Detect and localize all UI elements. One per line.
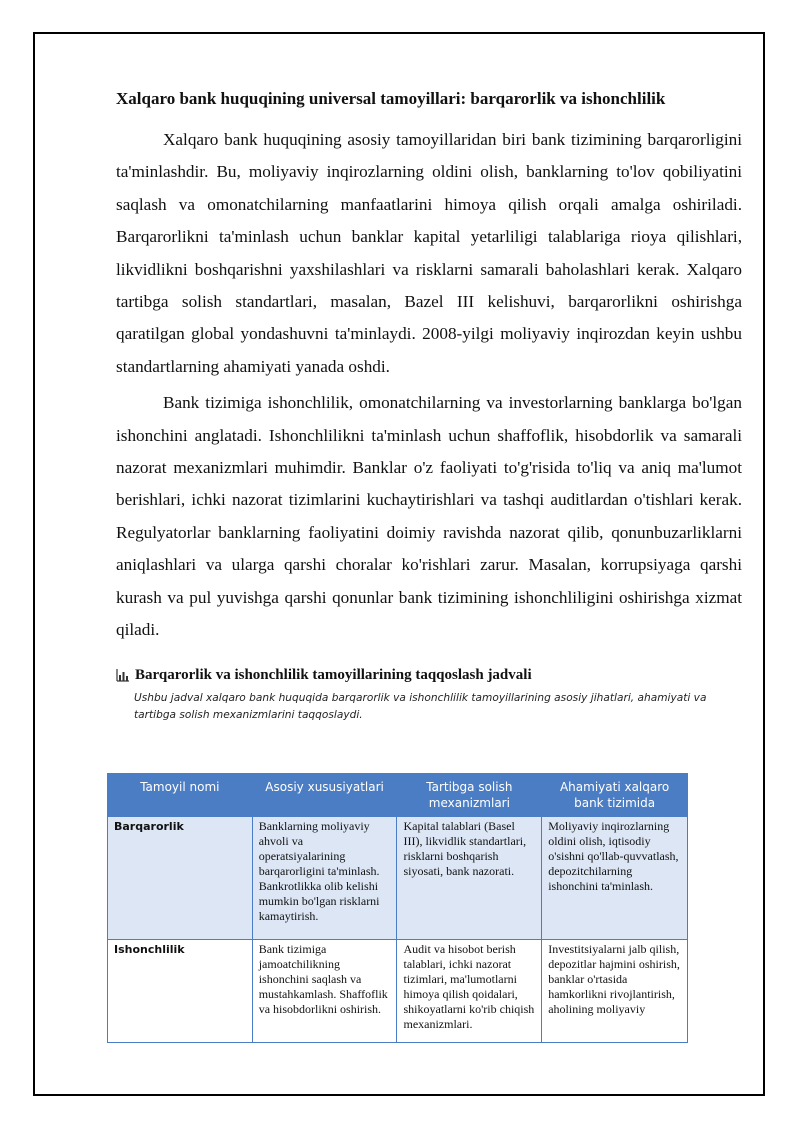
row-mechanisms: Audit va hisobot berish talablari, ichki nazorat tizimlari, ma'lumotlarni himoya qilish qoidalari, shikoyatlarni ko'rib chiqish mexanizmlari. [397,940,542,1043]
comparison-table [107,773,688,1043]
row-features: Bank tizimiga jamoatchilikning ishonchini saqlash va mustahkamlash. Shaffoflik va hisobdorlikni oshirish. [252,940,397,1043]
section-heading: Xalqaro bank huquqining universal tamoyillari: barqarorlik va ishonchlilik [116,89,666,108]
row-mechanisms: Kapital talablari (Basel III), likvidlik standartlari, risklarni boshqarish siyosati, bank nazorati. [397,817,542,940]
row-principle: Ishonchlilik [108,940,253,1043]
header-principle-name: Tamoyil nomi [108,774,253,817]
header-significance: Ahamiyati xalqaro bank tizimida [542,774,688,817]
table-title-text: Barqarorlik va ishonchlilik tamoyillarining taqqoslash jadvali [135,666,532,683]
table-row [108,817,688,940]
paragraph-stability: Xalqaro bank huquqining asosiy tamoyillaridan biri bank tizimining barqarorligini ta'minlashdir. Bu, moliyaviy inqirozlarning oldini olish, banklarning to'lov qobiliyatini saqlash va omonatchilarning manfaatlarini himoya qilish orqali amalga oshiriladi. Barqarorlikni ta'minlash uchun banklar kapital yetarliligi talablariga rioya qilishlari, likvidlikni boshqarishni yaxshilashlari va risklarni samarali baholashlari kerak. Xalqaro tartibga solish standartlari, masalan, Bazel III kelishuvi, barqarorlikni oshirishga qaratilgan global yondashuvni ta'minlaydi. 2008-yilgi moliyaviy inqirozdan keyin ushbu standartlarning ahamiyati yanada oshdi. [116,130,742,376]
table-caption: Ushbu jadval xalqaro bank huquqida barqarorlik va ishonchlilik tamoyillarining asosiy jihatlari, ahamiyati va tartibga solish mexanizmlarini taqqoslaydi. [134,691,707,721]
paragraph-reliability: Bank tizimiga ishonchlilik, omonatchilarning va investorlarning banklarga bo'lgan ishonchini anglatadi. Ishonchlilikni ta'minlash uchun shaffoflik, hisobdorlik va samarali nazorat mexanizmlari muhimdir. Banklar o'z faoliyati to'g'risida to'liq va aniq ma'lumot berishlari, ichki nazorat tizimlarini kuchaytirishlari va tashqi auditlardan o'tishlari kerak. Regulyatorlar banklarning faoliyatini doimiy ravishda nazorat qilib, qonunbuzarliklarni aniqlashlari va ularga qarshi choralar ko'rishlari zarur. Masalan, korrupsiyaga qarshi kurash va pul yuvishga qarshi qonunlar bank tizimining ishonchliligini oshirishga xizmat qiladi. [116,393,742,640]
header-key-features: Asosiy xususiyatlari [252,774,397,817]
row-principle: Barqarorlik [108,817,253,940]
row-significance: Investitsiyalarni jalb qilish, depozitlar hajmini oshirish, banklar o'rtasida hamkorlikni rivojlantirish, aholining moliyaviy [542,940,688,1043]
table-row [108,940,688,1043]
row-significance: Moliyaviy inqirozlarning oldini olish, iqtisodiy o'sishni qo'llab-quvvatlash, depozitchilarning ishonchini ta'minlash. [542,817,688,940]
bar-chart-icon [116,669,129,682]
row-features: Banklarning moliyaviy ahvoli va operatsiyalarining barqarorligini ta'minlash. Bankrotlikka olib kelishi mumkin bo'lgan risklarni kamaytirish. [252,817,397,940]
header-regulatory-mechanisms: Tartibga solish mexanizmlari [397,774,542,817]
document-body [116,88,742,728]
table-title [116,667,742,684]
table-header-row [108,774,688,817]
